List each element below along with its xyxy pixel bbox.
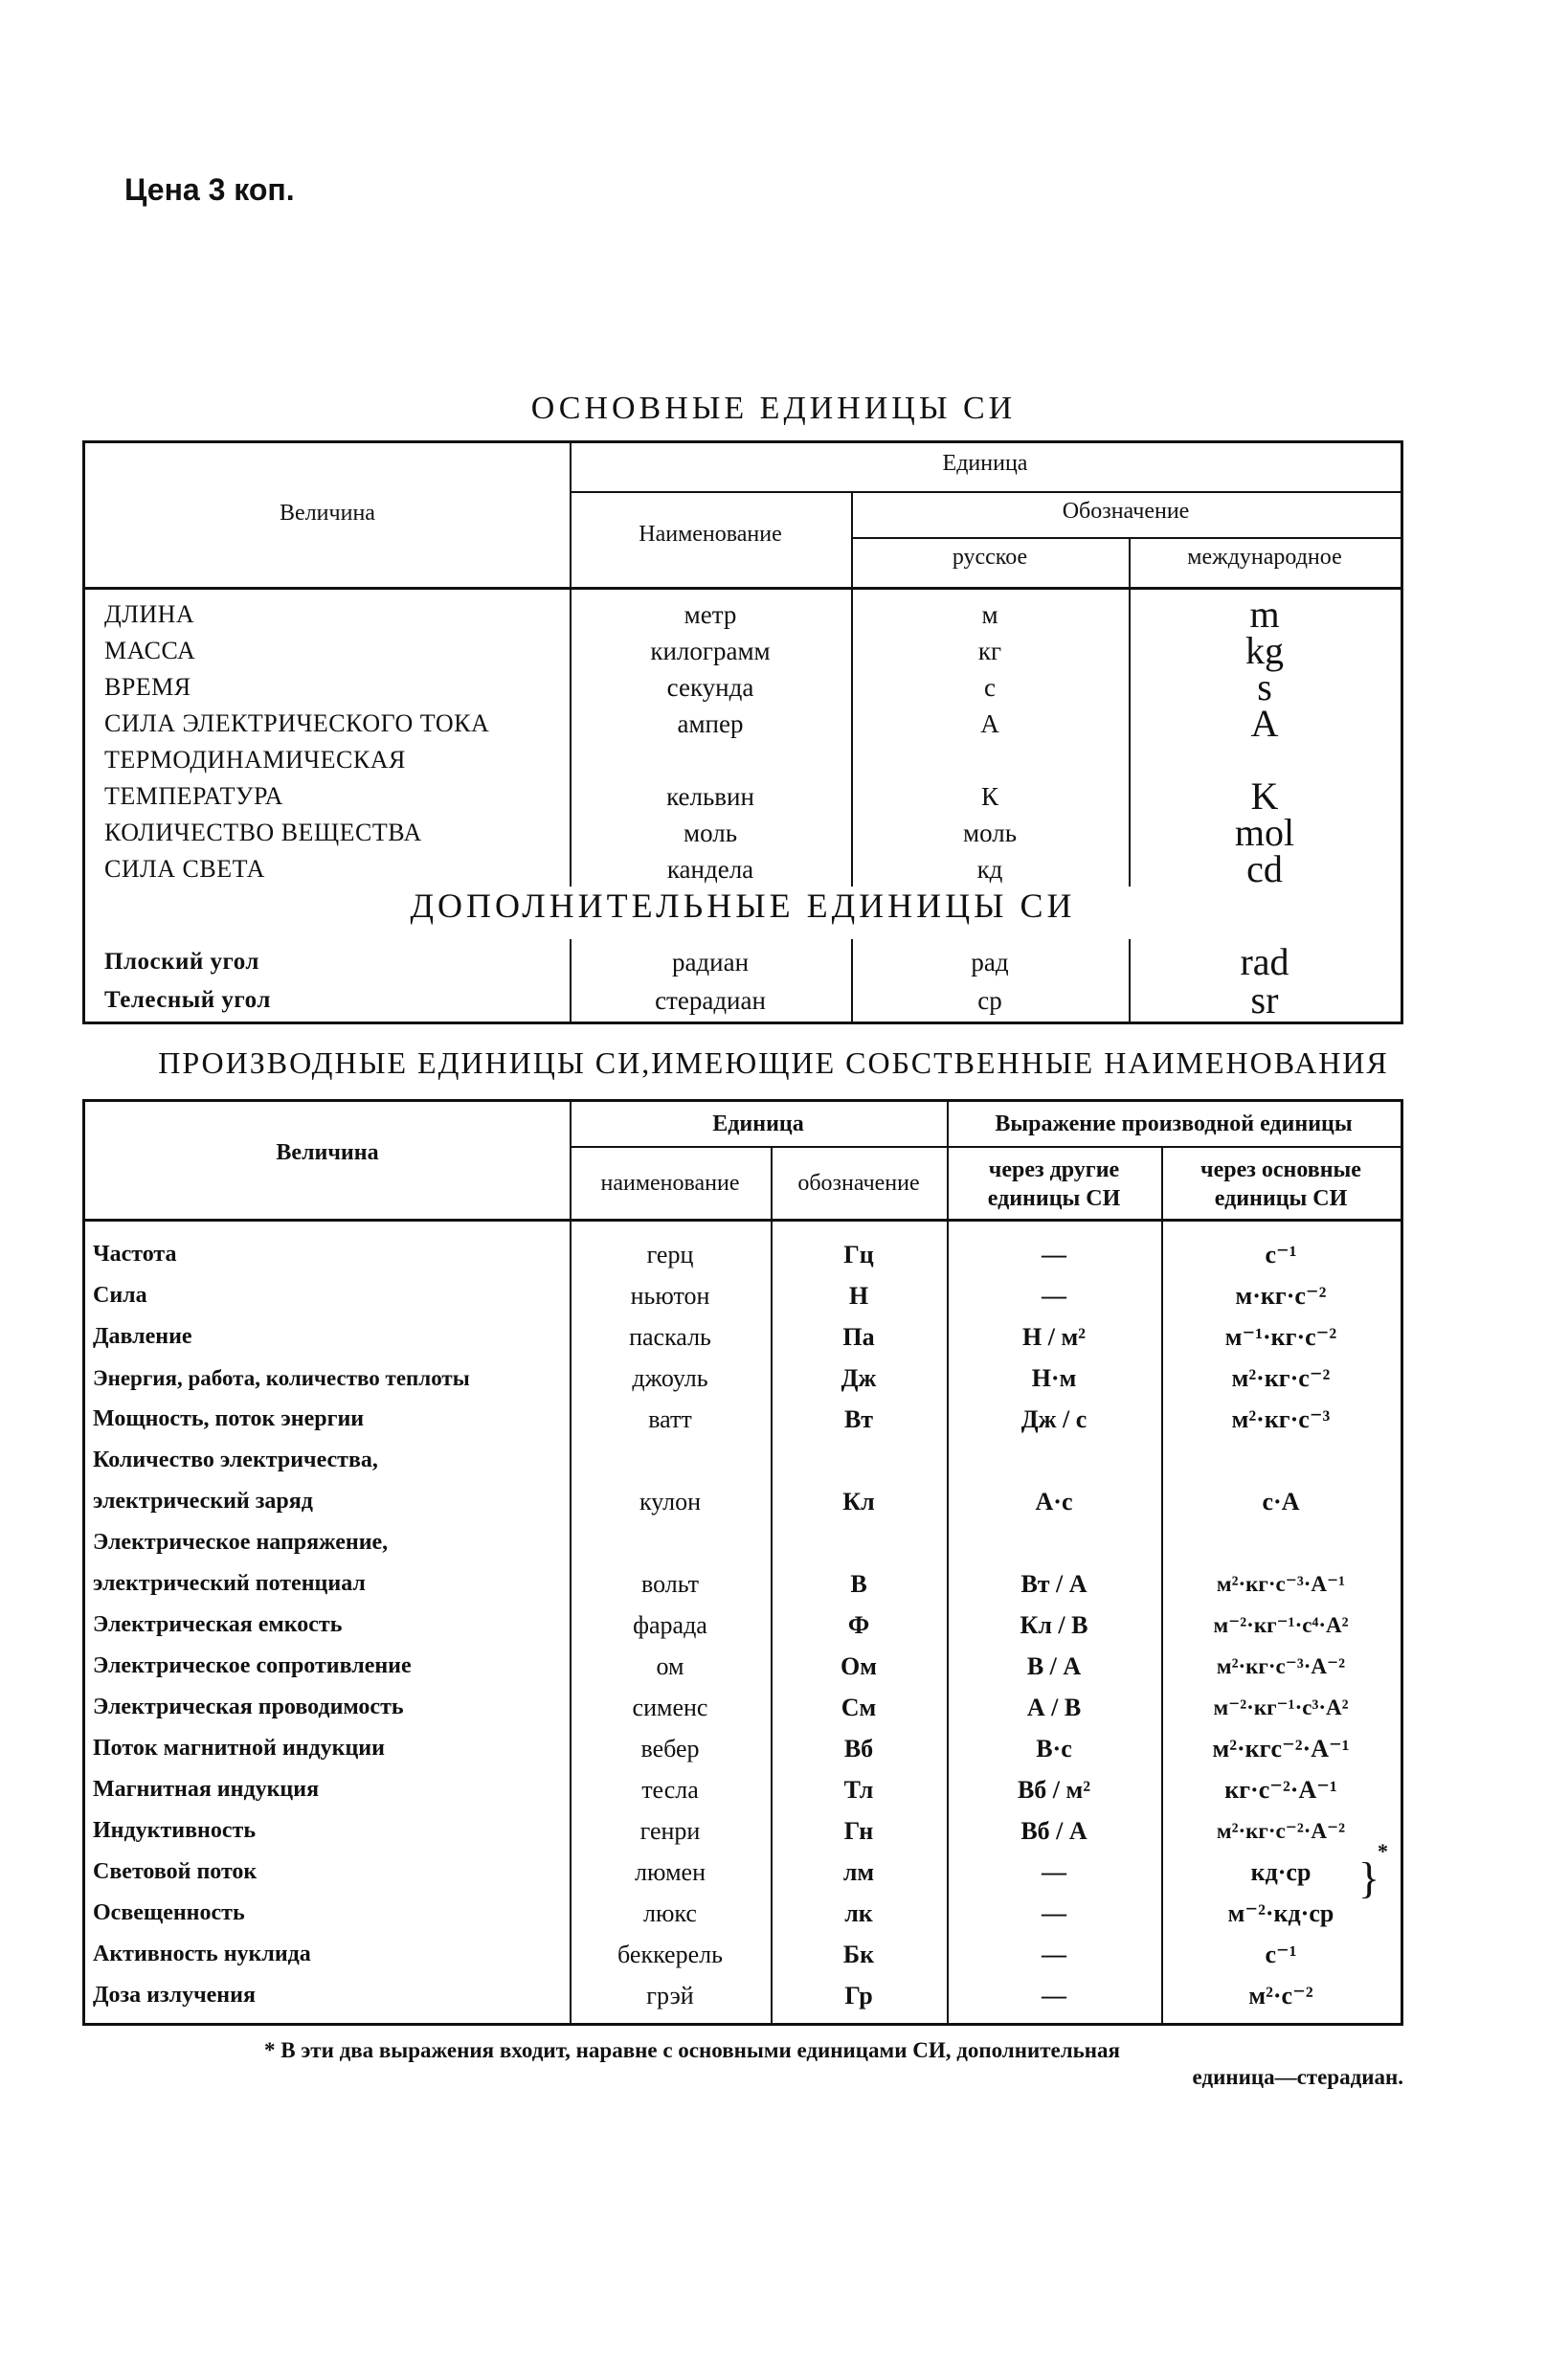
unit-symbol-cell — [771, 1522, 947, 1563]
unit-name-cell: вольт — [641, 1570, 699, 1598]
unit-symbol-cell: Бк — [842, 1941, 875, 1968]
unit-symbol-cell: Ф — [847, 1611, 870, 1639]
via-other-units-cell: — — [1042, 1858, 1066, 1886]
header-designation: Обозначение — [1062, 499, 1190, 524]
international-symbol-cell: sr — [1250, 978, 1279, 1022]
unit-name-cell: паскаль — [629, 1323, 711, 1351]
price-label: Цена 3 коп. — [124, 172, 295, 207]
unit-symbol-cell: лм — [842, 1858, 875, 1886]
unit-symbol-cell: Па — [842, 1323, 875, 1351]
header-expression: Выражение производной единицы — [995, 1111, 1353, 1136]
quantity-cell: Электрическая проводимость — [93, 1695, 404, 1719]
via-other-units-cell: — — [1042, 1241, 1066, 1269]
unit-name-cell: секунда — [666, 673, 754, 702]
via-other-units-cell: Н / м² — [1022, 1323, 1086, 1351]
quantity-cell: Доза излучения — [93, 1983, 256, 2008]
via-other-units-cell: Дж / с — [1020, 1405, 1087, 1433]
unit-name-cell: беккерель — [617, 1941, 723, 1968]
via-base-units-cell — [1161, 1522, 1401, 1563]
russian-symbol-cell: рад — [971, 948, 1009, 977]
international-symbol-cell: K — [1250, 775, 1279, 818]
via-other-units-cell: — — [1042, 1899, 1066, 1927]
unit-symbol-cell: Гр — [844, 1982, 873, 2010]
via-base-units-cell: кг·с⁻²·А⁻¹ — [1224, 1776, 1337, 1804]
unit-name-cell: ватт — [648, 1405, 692, 1433]
via-base-units-cell: м²·кг·с⁻³·А⁻¹ — [1216, 1572, 1346, 1596]
quantity-cell: Давление — [93, 1324, 192, 1349]
unit-name-cell: моль — [683, 819, 738, 847]
unit-symbol-cell — [771, 1440, 947, 1481]
via-other-units-cell — [947, 1440, 1161, 1481]
unit-name-cell: люкс — [643, 1899, 697, 1927]
header-russian: русское — [952, 545, 1028, 570]
via-other-units-cell: А·с — [1035, 1488, 1073, 1516]
footnote-line-2: единица—стерадиан. — [1192, 2065, 1403, 2089]
via-other-units-cell: — — [1042, 1282, 1066, 1310]
derived-units-table — [82, 1099, 1403, 2026]
via-other-units-cell: Вб / м² — [1017, 1776, 1091, 1804]
header-name: Наименование — [639, 522, 782, 547]
quantity-cell: ТЕРМОДИНАМИЧЕСКАЯ — [104, 746, 406, 774]
via-other-units-cell: Кл / В — [1020, 1611, 1088, 1639]
russian-symbol-cell: моль — [962, 819, 1018, 847]
quantity-cell: Плоский угол — [104, 949, 259, 975]
international-symbol-cell: s — [1257, 665, 1272, 708]
international-symbol-cell: cd — [1246, 847, 1283, 890]
unit-symbol-cell: Дж — [841, 1364, 877, 1392]
unit-name-cell: сименс — [632, 1694, 708, 1721]
quantity-cell: Количество электричества, — [93, 1448, 378, 1472]
unit-name-cell: килограмм — [650, 637, 771, 665]
header-via-base-line1: через основные — [1200, 1157, 1361, 1182]
via-other-units-cell: В·с — [1036, 1735, 1072, 1763]
unit-name-cell — [570, 742, 851, 778]
quantity-cell: ДЛИНА — [104, 600, 195, 628]
unit-name-cell: ньютон — [630, 1282, 710, 1310]
via-base-units-cell: м⁻²·кд·ср — [1227, 1899, 1334, 1927]
quantity-cell: КОЛИЧЕСТВО ВЕЩЕСТВА — [104, 819, 422, 846]
quantity-cell: Магнитная индукция — [93, 1777, 320, 1802]
unit-name-cell: ампер — [677, 709, 744, 738]
unit-name-cell: тесла — [641, 1776, 699, 1804]
unit-name-cell: фарада — [633, 1611, 707, 1639]
via-base-units-cell: м·кг·с⁻² — [1235, 1282, 1327, 1310]
via-other-units-cell: Вб / А — [1020, 1817, 1087, 1845]
unit-name-cell: генри — [639, 1817, 701, 1845]
quantity-cell: ТЕМПЕРАТУРА — [104, 782, 283, 810]
right-brace-icon: } — [1358, 1853, 1380, 1902]
header-unit: Единица — [942, 451, 1028, 476]
quantity-cell: СИЛА СВЕТА — [104, 855, 265, 883]
header-unit: Единица — [712, 1111, 804, 1136]
international-symbol-cell: m — [1249, 593, 1280, 636]
unit-name-cell: герц — [646, 1241, 694, 1269]
unit-symbol-cell: лк — [844, 1899, 873, 1927]
quantity-cell: МАССА — [104, 637, 196, 664]
header-quantity: Величина — [280, 501, 375, 526]
via-base-units-cell: с·А — [1262, 1488, 1300, 1516]
quantity-cell: электрический потенциал — [93, 1571, 366, 1596]
quantity-cell: Сила — [93, 1283, 147, 1308]
via-base-units-cell: м²·кг·с⁻²·А⁻² — [1216, 1819, 1346, 1843]
quantity-cell: электрический заряд — [93, 1489, 313, 1514]
header-name: наименование — [600, 1171, 740, 1196]
via-base-units-cell: кд·ср — [1250, 1858, 1312, 1886]
via-base-units-cell: м²·кгс⁻²·А⁻¹ — [1212, 1735, 1350, 1763]
via-other-units-cell: — — [1042, 1982, 1066, 2010]
unit-symbol-cell: В — [850, 1570, 867, 1598]
quantity-cell: Мощность, поток энергии — [93, 1406, 365, 1431]
unit-symbol-cell: Кл — [842, 1488, 875, 1516]
quantity-cell: Световой поток — [93, 1859, 258, 1884]
header-quantity: Величина — [276, 1140, 379, 1165]
unit-symbol-cell: Вт — [843, 1405, 874, 1433]
header-via-other — [947, 1156, 1161, 1213]
quantity-cell: Энергия, работа, количество теплоты — [93, 1366, 470, 1390]
header-via-other-line1: через другие — [988, 1157, 1120, 1182]
via-base-units-cell: м⁻²·кг⁻¹·с⁴·А² — [1213, 1613, 1349, 1637]
unit-name-cell: вебер — [640, 1735, 700, 1763]
international-symbol-cell: mol — [1234, 811, 1295, 854]
russian-symbol-cell: ср — [977, 986, 1002, 1015]
header-via-other-line2: единицы СИ — [987, 1186, 1121, 1211]
via-other-units-cell: А / В — [1026, 1694, 1082, 1721]
unit-name-cell: ом — [656, 1652, 684, 1680]
unit-name-cell: метр — [684, 600, 737, 629]
unit-symbol-cell: Тл — [843, 1776, 874, 1804]
unit-symbol-cell: Гн — [843, 1817, 874, 1845]
via-other-units-cell — [947, 1522, 1161, 1563]
footnote — [264, 2037, 1403, 2091]
header-symbol: обозначение — [797, 1171, 920, 1196]
via-base-units-cell — [1161, 1440, 1401, 1481]
via-base-units-cell: с⁻¹ — [1265, 1941, 1297, 1968]
unit-name-cell: стерадиан — [655, 986, 766, 1015]
unit-symbol-cell: Ом — [841, 1652, 877, 1680]
basic-units-title: ОСНОВНЫЕ ЕДИНИЦЫ СИ — [530, 391, 1017, 426]
via-base-units-cell: м²·с⁻² — [1248, 1982, 1313, 2010]
asterisk-mark: * — [1378, 1839, 1388, 1863]
international-symbol-cell — [1129, 742, 1401, 778]
unit-name-cell: грэй — [646, 1982, 694, 2010]
russian-symbol-cell: м — [981, 600, 998, 629]
russian-symbol-cell: кг — [977, 637, 1002, 665]
quantity-cell: Частота — [93, 1242, 177, 1267]
unit-symbol-cell: См — [841, 1694, 877, 1721]
header-via-base-line2: единицы СИ — [1214, 1186, 1348, 1211]
international-symbol-cell: kg — [1245, 629, 1284, 672]
via-base-units-cell: м²·кг·с⁻³ — [1231, 1405, 1331, 1433]
international-symbol-cell: rad — [1240, 940, 1289, 983]
via-base-units-cell: м²·кг·с⁻² — [1231, 1364, 1331, 1392]
basic-units-table — [82, 440, 1403, 1024]
unit-symbol-cell: Гц — [843, 1241, 874, 1269]
unit-name-cell: кельвин — [666, 782, 754, 811]
international-symbol-cell: A — [1250, 702, 1279, 745]
unit-name-cell: джоуль — [632, 1364, 708, 1392]
supplementary-units-title: ДОПОЛНИТЕЛЬНЫЕ ЕДИНИЦЫ СИ — [410, 887, 1076, 925]
unit-name-cell: люмен — [635, 1858, 706, 1886]
via-base-units-cell: с⁻¹ — [1265, 1241, 1297, 1269]
unit-name-cell — [570, 1522, 771, 1563]
header-via-base — [1161, 1156, 1401, 1213]
russian-symbol-cell: А — [980, 709, 999, 738]
unit-name-cell: радиан — [671, 948, 750, 977]
via-base-units-cell: м⁻¹·кг·с⁻² — [1224, 1323, 1337, 1351]
quantity-cell: СИЛА ЭЛЕКТРИЧЕСКОГО ТОКА — [104, 709, 490, 737]
russian-symbol-cell: с — [984, 673, 996, 702]
via-base-units-cell: м⁻²·кг⁻¹·с³·А² — [1213, 1695, 1349, 1719]
quantity-cell: Освещенность — [93, 1900, 245, 1925]
quantity-cell: Электрическое напряжение, — [93, 1530, 389, 1555]
via-base-units-cell: м²·кг·с⁻³·А⁻² — [1216, 1654, 1346, 1678]
via-other-units-cell: В / А — [1026, 1652, 1082, 1680]
unit-symbol-cell: Вб — [843, 1735, 874, 1763]
russian-symbol-cell — [851, 742, 1129, 778]
quantity-cell: Активность нуклида — [93, 1942, 311, 1966]
quantity-cell: Электрическое сопротивление — [93, 1653, 412, 1678]
derived-units-title: ПРОИЗВОДНЫЕ ЕДИНИЦЫ СИ,ИМЕЮЩИЕ СОБСТВЕННЫЕ НАИМЕНОВАНИЯ — [158, 1045, 1389, 1080]
via-other-units-cell: — — [1042, 1941, 1066, 1968]
via-other-units-cell: Вт / А — [1020, 1570, 1087, 1598]
unit-symbol-cell: Н — [848, 1282, 869, 1310]
footnote-line-1: * В эти два выражения входит, наравне с основными единицами СИ, дополнительная — [264, 2038, 1120, 2062]
quantity-cell: Электрическая емкость — [93, 1612, 343, 1637]
russian-symbol-cell: кд — [976, 855, 1003, 884]
quantity-cell: Поток магнитной индукции — [93, 1736, 385, 1761]
unit-name-cell: кандела — [666, 855, 754, 884]
quantity-cell: Индуктивность — [93, 1818, 257, 1843]
russian-symbol-cell: К — [980, 782, 998, 811]
unit-name-cell — [570, 1440, 771, 1481]
quantity-cell: ВРЕМЯ — [104, 673, 191, 701]
header-international: международное — [1187, 545, 1342, 570]
unit-name-cell: кулон — [639, 1488, 701, 1516]
via-other-units-cell: Н·м — [1031, 1364, 1077, 1392]
quantity-cell: Телесный угол — [104, 987, 271, 1013]
